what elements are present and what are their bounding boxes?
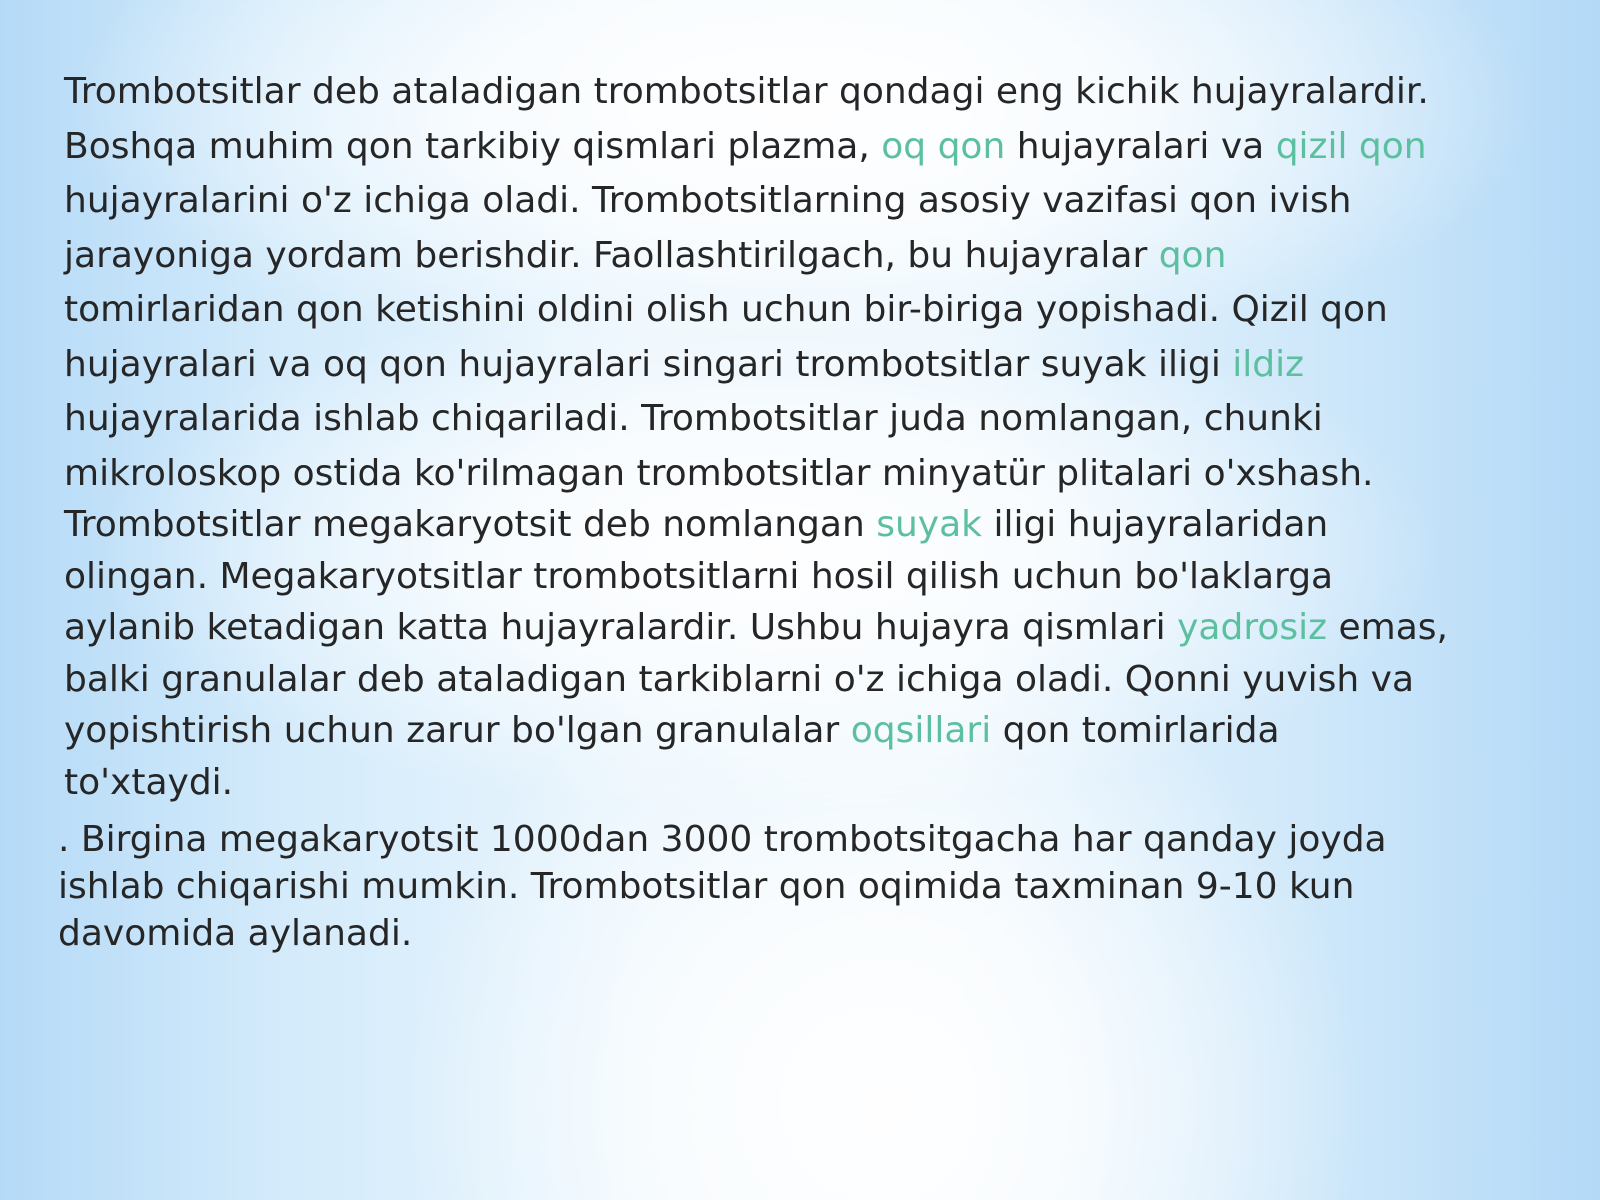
highlight-link-yadrosiz[interactable]: yadrosiz bbox=[1177, 607, 1328, 648]
text-line: hujayralarida ishlab chiqariladi. Trombotsitlar juda nomlangan, chunki bbox=[64, 398, 1323, 439]
text-line: tomirlaridan qon ketishini oldini olish uchun bir-biriga yopishadi. Qizil qon bbox=[64, 289, 1388, 330]
text-line: mikroloskop ostida ko'rilmagan trombotsitlar minyatür plitalari o'xshash. bbox=[64, 452, 1374, 494]
paragraph-3 bbox=[58, 816, 1558, 957]
paragraph-2 bbox=[64, 499, 1564, 808]
text-line: Trombotsitlar megakaryotsit deb nomlangan suyak iligi hujayralaridan bbox=[64, 504, 1329, 545]
highlight-link-oqsillari[interactable]: oqsillari bbox=[850, 710, 992, 751]
text-line: Trombotsitlar deb ataladigan trombotsitlar qondagi eng kichik hujayralardir. bbox=[64, 71, 1429, 112]
text-line: balki granulalar deb ataladigan tarkiblarni o'z ichiga oladi. Qonni yuvish va bbox=[64, 658, 1415, 700]
highlight-link-oq-qon[interactable]: oq qon bbox=[881, 125, 1006, 167]
highlight-link-ildiz[interactable]: ildiz bbox=[1232, 343, 1305, 385]
text-line: ishlab chiqarishi mumkin. Trombotsitlar qon oqimida taxminan 9-10 kun bbox=[58, 866, 1355, 907]
paragraph-1 bbox=[64, 65, 1564, 501]
text-line: olingan. Megakaryotsitlar trombotsitlarni hosil qilish uchun bo'laklarga bbox=[64, 555, 1334, 597]
text-line: . Birgina megakaryotsit 1000dan 3000 trombotsitgacha har qanday joyda bbox=[58, 819, 1387, 860]
text-line: Boshqa muhim qon tarkibiy qismlari plazma, oq qon hujayralari va qizil qon bbox=[64, 125, 1427, 167]
text-line: yopishtirish uchun zarur bo'lgan granulalar oqsillari qon tomirlarida bbox=[64, 710, 1280, 751]
text-line: to'xtaydi. bbox=[64, 761, 234, 803]
text-line: hujayralarini o'z ichiga oladi. Trombotsitlarning asosiy vazifasi qon ivish bbox=[64, 180, 1352, 221]
text-line: davomida aylanadi. bbox=[58, 913, 413, 954]
text-line: jarayoniga yordam berishdir. Faollashtirilgach, bu hujayralar qon bbox=[64, 234, 1227, 276]
text-line: aylanib ketadigan katta hujayralardir. Ushbu hujayra qismlari yadrosiz emas, bbox=[64, 607, 1448, 648]
highlight-link-qizil-qon[interactable]: qizil qon bbox=[1275, 125, 1427, 167]
highlight-link-suyak[interactable]: suyak bbox=[876, 504, 982, 545]
highlight-link-qon[interactable]: qon bbox=[1158, 234, 1227, 276]
text-line: hujayralari va oq qon hujayralari singari trombotsitlar suyak iligi ildiz bbox=[64, 343, 1305, 385]
